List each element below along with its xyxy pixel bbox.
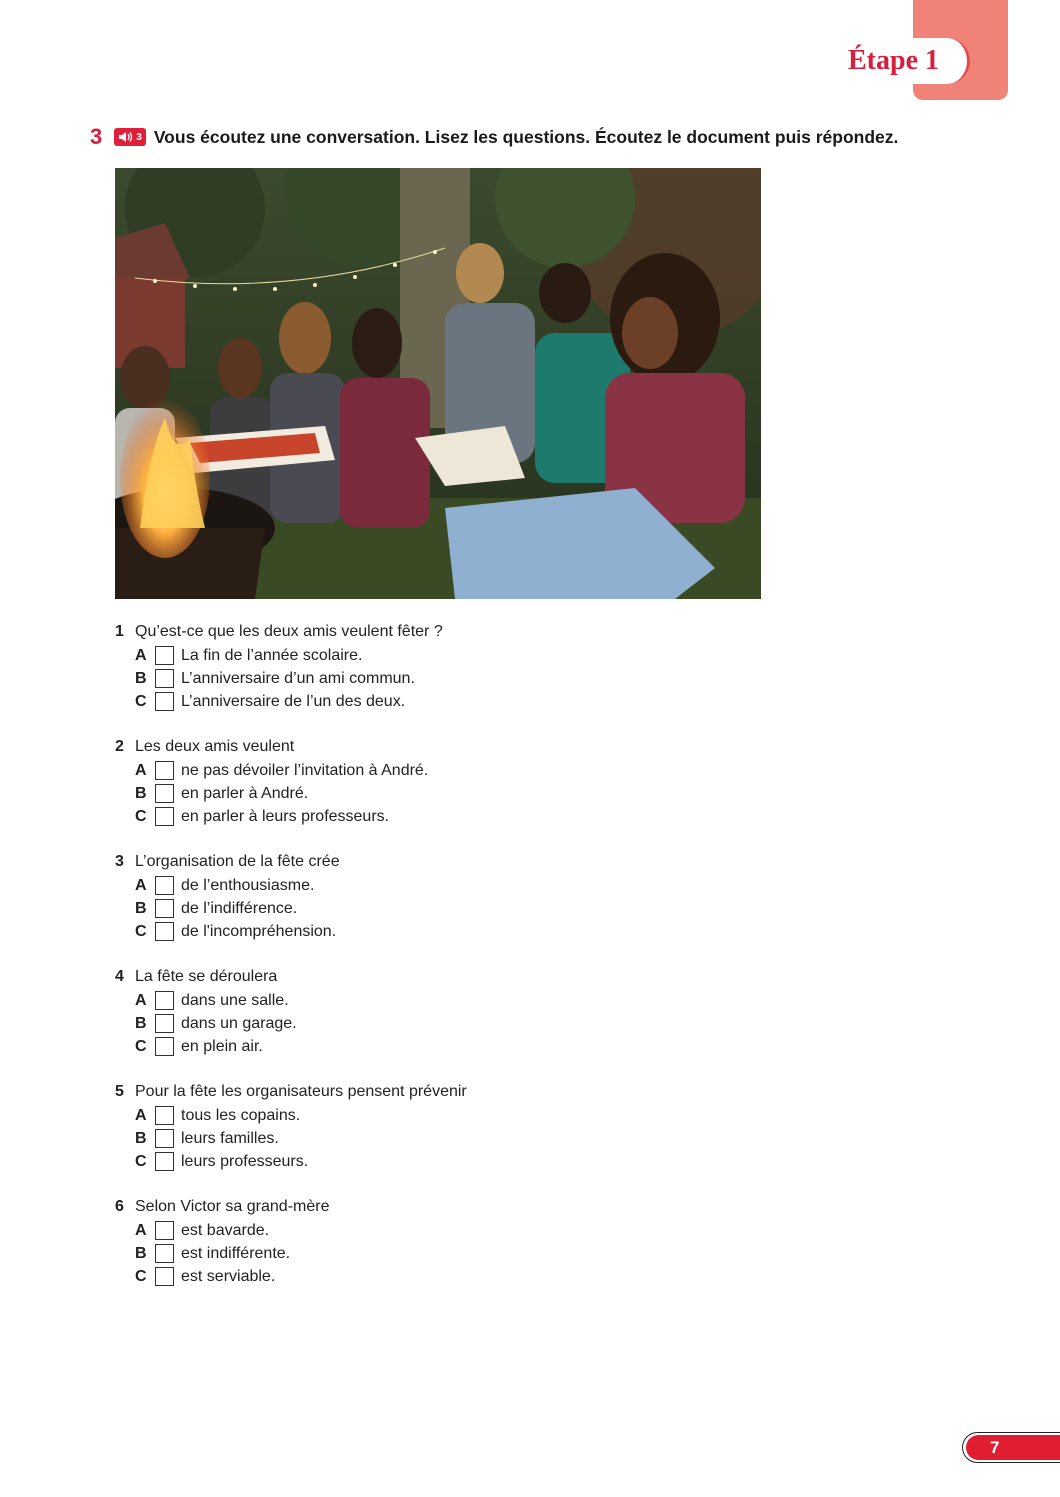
- answer-checkbox[interactable]: [155, 1037, 174, 1056]
- exercise-number: 3: [90, 124, 103, 149]
- etape-pill: [838, 38, 970, 84]
- option-text: dans une salle.: [181, 991, 289, 1009]
- answer-checkbox[interactable]: [155, 1129, 174, 1148]
- option-6c[interactable]: [115, 1265, 715, 1288]
- option-1a[interactable]: [115, 644, 715, 667]
- answer-checkbox[interactable]: [155, 1106, 174, 1125]
- option-letter: A: [135, 991, 147, 1009]
- option-1b[interactable]: [115, 667, 715, 690]
- option-letter: C: [135, 692, 147, 710]
- option-6b[interactable]: [115, 1242, 715, 1265]
- question-1: [115, 620, 715, 713]
- exercise-header: [90, 124, 898, 150]
- answer-checkbox[interactable]: [155, 1221, 174, 1240]
- questions-list: [115, 620, 715, 1310]
- question-2: [115, 735, 715, 828]
- answer-checkbox[interactable]: [155, 991, 174, 1010]
- option-text: tous les copains.: [181, 1106, 301, 1124]
- option-6a[interactable]: [115, 1219, 715, 1242]
- option-1c[interactable]: [115, 690, 715, 713]
- option-5a[interactable]: [115, 1104, 715, 1127]
- option-text: est indifférente.: [181, 1244, 291, 1262]
- option-text: L’anniversaire d’un ami commun.: [181, 669, 415, 687]
- option-letter: A: [135, 876, 147, 894]
- option-letter: B: [135, 1014, 147, 1032]
- option-text: La fin de l’année scolaire.: [181, 646, 363, 664]
- question-text: Pour la fête les organisateurs pensent prévenir: [135, 1083, 467, 1100]
- question-number: 5: [115, 1083, 124, 1100]
- page-number: 7: [966, 1435, 1060, 1460]
- option-2c[interactable]: [115, 805, 715, 828]
- answer-checkbox[interactable]: [155, 1267, 174, 1286]
- answer-checkbox[interactable]: [155, 807, 174, 826]
- option-4b[interactable]: [115, 1012, 715, 1035]
- option-letter: C: [135, 1037, 147, 1055]
- question-text: Qu’est-ce que les deux amis veulent fêter ?: [135, 623, 443, 640]
- option-2a[interactable]: [115, 759, 715, 782]
- question-5: [115, 1080, 715, 1173]
- audio-track-number: 3: [136, 131, 142, 143]
- option-text: en plein air.: [181, 1037, 263, 1055]
- option-3b[interactable]: [115, 897, 715, 920]
- option-letter: C: [135, 922, 147, 940]
- question-6: [115, 1195, 715, 1288]
- etape-label: Étape 1: [848, 45, 939, 76]
- option-text: en parler à leurs professeurs.: [181, 807, 390, 825]
- answer-checkbox[interactable]: [155, 899, 174, 918]
- answer-checkbox[interactable]: [155, 876, 174, 895]
- option-text: de l'incompréhension.: [181, 922, 337, 940]
- speaker-icon: [118, 131, 134, 143]
- audio-track-badge[interactable]: [114, 128, 146, 146]
- option-3a[interactable]: [115, 874, 715, 897]
- option-text: est bavarde.: [181, 1221, 270, 1239]
- question-text: La fête se déroulera: [135, 968, 278, 985]
- option-letter: B: [135, 899, 147, 917]
- option-letter: B: [135, 1129, 147, 1147]
- option-letter: A: [135, 1221, 147, 1239]
- answer-checkbox[interactable]: [155, 784, 174, 803]
- option-text: L’anniversaire de l’un des deux.: [181, 692, 406, 710]
- question-text: Selon Victor sa grand-mère: [135, 1198, 330, 1215]
- option-text: dans un garage.: [181, 1014, 297, 1032]
- page-number-tab: [962, 1432, 1060, 1463]
- option-letter: C: [135, 1267, 147, 1285]
- answer-checkbox[interactable]: [155, 692, 174, 711]
- exercise-instruction: Vous écoutez une conversation. Lisez les questions. Écoutez le document puis répondez.: [153, 126, 899, 147]
- option-text: de l’indifférence.: [181, 899, 298, 917]
- answer-checkbox[interactable]: [155, 646, 174, 665]
- option-letter: C: [135, 807, 147, 825]
- question-number: 6: [115, 1198, 124, 1215]
- question-number: 4: [115, 968, 124, 985]
- option-text: ne pas dévoiler l’invitation à André.: [181, 761, 429, 779]
- option-text: leurs familles.: [181, 1129, 279, 1147]
- question-4: [115, 965, 715, 1058]
- answer-checkbox[interactable]: [155, 1152, 174, 1171]
- question-3: [115, 850, 715, 943]
- option-letter: A: [135, 761, 147, 779]
- question-number: 3: [115, 853, 124, 870]
- option-text: est serviable.: [181, 1267, 276, 1285]
- answer-checkbox[interactable]: [155, 1014, 174, 1033]
- answer-checkbox[interactable]: [155, 1244, 174, 1263]
- question-text: Les deux amis veulent: [135, 738, 295, 755]
- option-5c[interactable]: [115, 1150, 715, 1173]
- option-2b[interactable]: [115, 782, 715, 805]
- question-text: L’organisation de la fête crée: [135, 853, 340, 870]
- option-text: de l’enthousiasme.: [181, 876, 315, 894]
- question-number: 1: [115, 623, 124, 640]
- option-4a[interactable]: [115, 989, 715, 1012]
- option-letter: B: [135, 784, 147, 802]
- option-letter: B: [135, 1244, 147, 1262]
- option-letter: A: [135, 646, 147, 664]
- option-4c[interactable]: [115, 1035, 715, 1058]
- option-text: en parler à André.: [181, 784, 309, 802]
- option-5b[interactable]: [115, 1127, 715, 1150]
- option-letter: B: [135, 669, 147, 687]
- photo-friends-campfire: [115, 168, 761, 599]
- answer-checkbox[interactable]: [155, 922, 174, 941]
- option-letter: A: [135, 1106, 147, 1124]
- option-letter: C: [135, 1152, 147, 1170]
- option-text: leurs professeurs.: [181, 1152, 309, 1170]
- question-number: 2: [115, 738, 124, 755]
- option-3c[interactable]: [115, 920, 715, 943]
- answer-checkbox[interactable]: [155, 669, 174, 688]
- answer-checkbox[interactable]: [155, 761, 174, 780]
